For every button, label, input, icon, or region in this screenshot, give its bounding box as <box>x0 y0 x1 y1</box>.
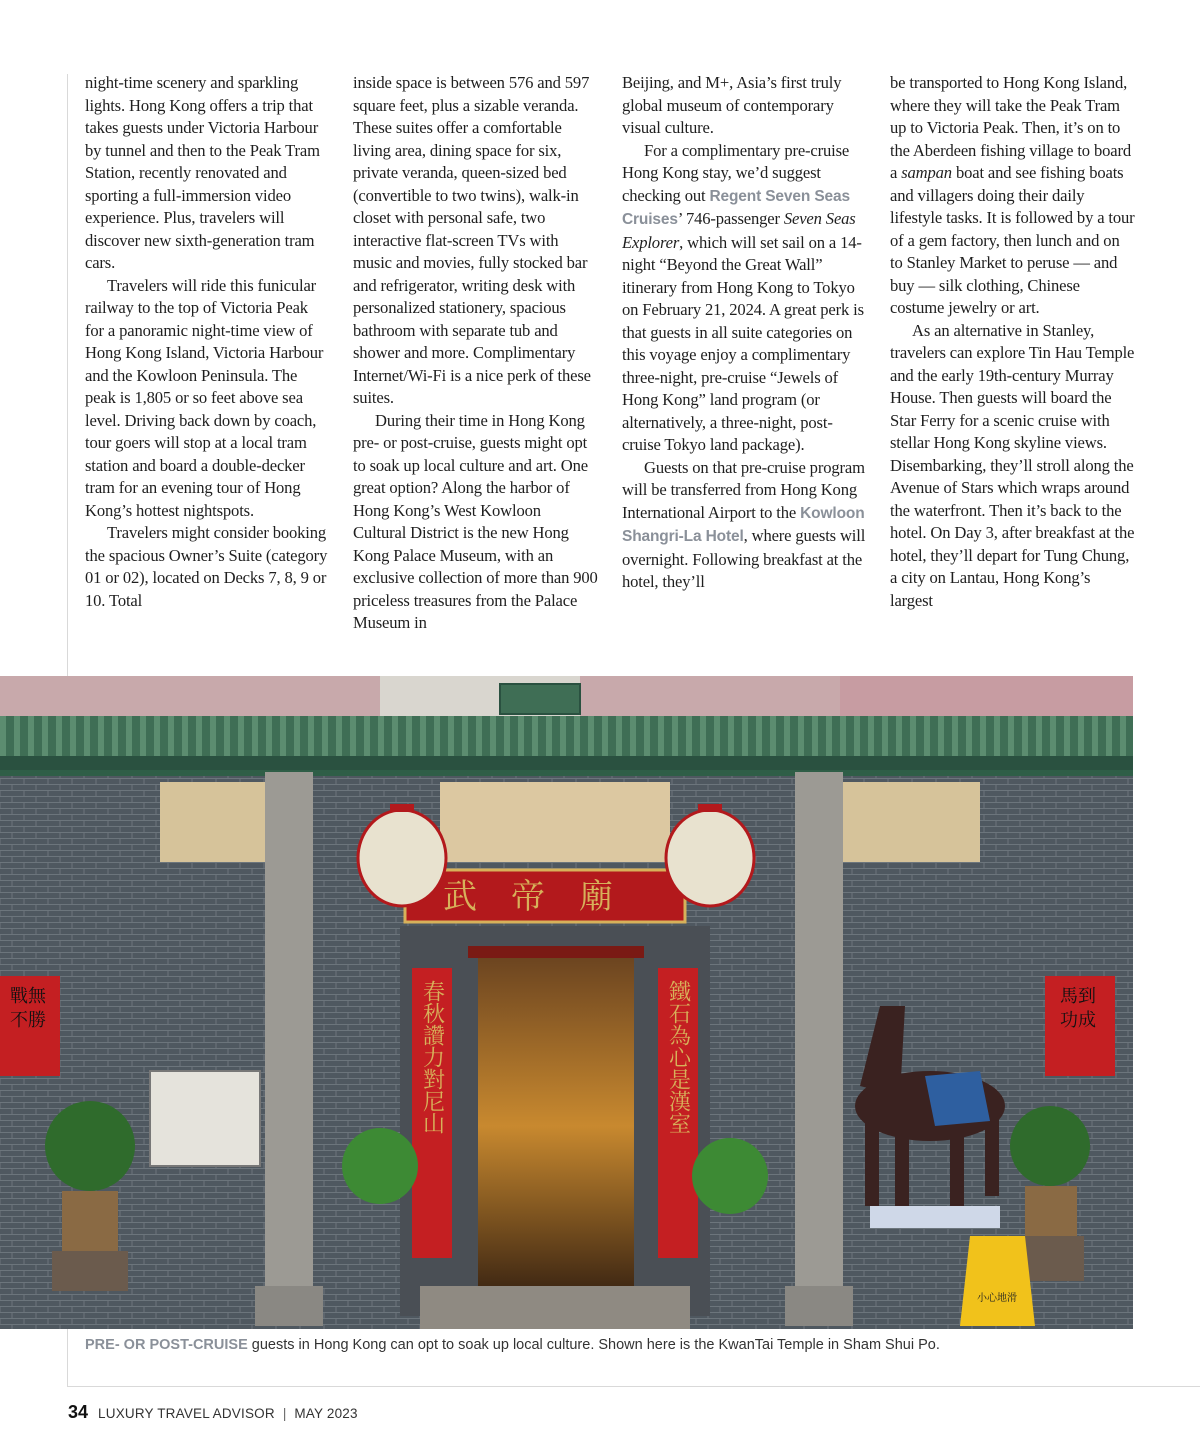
photo-caption <box>85 1337 1145 1353</box>
issue-date: MAY 2023 <box>294 1406 358 1421</box>
regent-seven-seas-link[interactable]: Regent Seven Seas Cruises <box>622 187 850 228</box>
article-column-4 <box>890 72 1135 658</box>
right-banner-text: 馬到功成 <box>1060 986 1096 1031</box>
footer-rule <box>67 1386 1200 1387</box>
caution-sign <box>960 1236 1035 1326</box>
potted-plant <box>45 1101 135 1191</box>
left-couplet-text: 春秋讚力對尼山 <box>419 980 445 1134</box>
paragraph: As an alternative in Stanley, travelers can explore Tin Hau Temple and the early 19th-century Murray House. Then guests will board the Star Ferry for a scenic cruise with stellar Hong Kong skyline views. Disembarking, they’ll stroll along the Avenue of Stars which wraps around the waterfront. Then it’s back to the hotel. On Day 3, after breakfast at the hotel, they’ll depart for Tung Chung, a city on Lantau, Hong Kong’s largest <box>890 320 1135 610</box>
notice-board <box>150 1071 260 1166</box>
paragraph: Guests on that pre-cruise program will be transferred from Hong Kong International Airport to the Kowloon Shangri-La Hotel, where guests will overnight. Following breakfast at the hotel, they’ll <box>622 457 866 591</box>
lantern <box>358 810 446 906</box>
page-number: 34 <box>68 1402 89 1422</box>
footer-separator: | <box>282 1406 287 1421</box>
publication-name: LUXURY TRAVEL ADVISOR <box>98 1406 275 1421</box>
left-banner-text: 戰無不勝 <box>10 986 46 1031</box>
caution-sign-text: 小心地滑 <box>977 1293 1017 1304</box>
article-column-1 <box>85 72 330 658</box>
article-column-3 <box>622 72 867 658</box>
ship-name: Seven Seas Explorer <box>622 209 856 252</box>
paragraph: Travelers will ride this funicular railway to the top of Victoria Peak for a panoramic night-time view of Hong Kong Island, Victoria Harbour and the Kowloon Peninsula. The peak is 1,805 or so feet above sea level. Driving back down by coach, tour goers will stop at a local tram station and board a double-decker tram for an evening tour of Hong Kong’s hottest nightspots. <box>85 275 324 520</box>
mural <box>440 782 670 862</box>
sampan-term: sampan <box>901 163 952 182</box>
temple-doorway <box>478 956 634 1296</box>
paragraph: night-time scenery and sparkling lights. Hong Kong offers a trip that takes guests under Victoria Harbour by tunnel and then to the Peak Tram Station, recently renovated and sporting a full-immersion video experience. Plus, travelers will discover new sixth-generation tram cars. <box>85 73 320 272</box>
temple-sign-text: 武帝廟 <box>443 877 647 917</box>
lantern <box>666 810 754 906</box>
paragraph: Travelers might consider booking the spacious Owner’s Suite (category 01 or 02), located on Decks 7, 8, 9 or 10. Total <box>85 523 328 610</box>
mural <box>840 782 980 862</box>
stone-pillar <box>795 772 843 1312</box>
page-footer <box>68 1402 358 1423</box>
paragraph: Beijing, and M+, Asia’s first truly global museum of contemporary visual culture. <box>622 73 842 137</box>
kowloon-shangri-la-link[interactable]: Kowloon Shangri-La Hotel <box>622 504 865 545</box>
caption-lead: PRE- OR POST-CRUISE <box>85 1337 248 1353</box>
paragraph: inside space is between 576 and 597 square feet, plus a sizable veranda. These suites offer a comfortable living area, dining space for six, private veranda, queen-sized bed (convertible to two twins), walk-in closet with personal safe, two interactive flat-screen TVs with music and movies, fully stocked bar and refrigerator, writing desk with personalized stationery, spacious bathroom with separate tub and shower and more. Complimentary Internet/Wi-Fi is a nice perk of these suites. <box>353 73 591 407</box>
paragraph: For a complimentary pre-cruise Hong Kong stay, we’d suggest checking out Regent Seven Seas Cruises’ 746-passenger Seven Seas Explorer, which will set sail on a 14-night “Beyond the Great Wall” itinerary from Hong Kong to Tokyo on February 21, 2024. A great perk is that guests in all suite categories on this voyage enjoy a complimentary three-night, pre-cruise “Jewels of Hong Kong” land program (or alternatively, a three-night, post-cruise Tokyo land package). <box>622 140 864 454</box>
paragraph: During their time in Hong Kong pre- or post-cruise, guests might opt to soak up local culture and art. One great option? Along the harbor of Hong Kong’s West Kowloon Cultural District is the new Hong Kong Palace Museum, with an exclusive collection of more than 900 priceless treasures from the Palace Museum in <box>353 410 598 632</box>
article-column-2 <box>353 72 598 658</box>
caption-text: guests in Hong Kong can opt to soak up local culture. Shown here is the KwanTai Temple in Sham Shui Po. <box>247 1337 940 1353</box>
right-couplet-text: 鐵石為心是漢室 <box>665 980 691 1134</box>
stone-pillar <box>265 772 313 1312</box>
paragraph: be transported to Hong Kong Island, where they will take the Peak Tram up to Victoria Peak. Then, it’s on to the Aberdeen fishing village to board a sampan boat and see fishing boats and villagers doing their daily lifestyle tasks. It is followed by a tour of a gem factory, then lunch and on to Stanley Market to peruse — and buy — silk clothing, Chinese costume jewelry or art. <box>890 73 1135 317</box>
temple-photo <box>0 676 1133 1329</box>
potted-plant <box>1010 1106 1090 1186</box>
